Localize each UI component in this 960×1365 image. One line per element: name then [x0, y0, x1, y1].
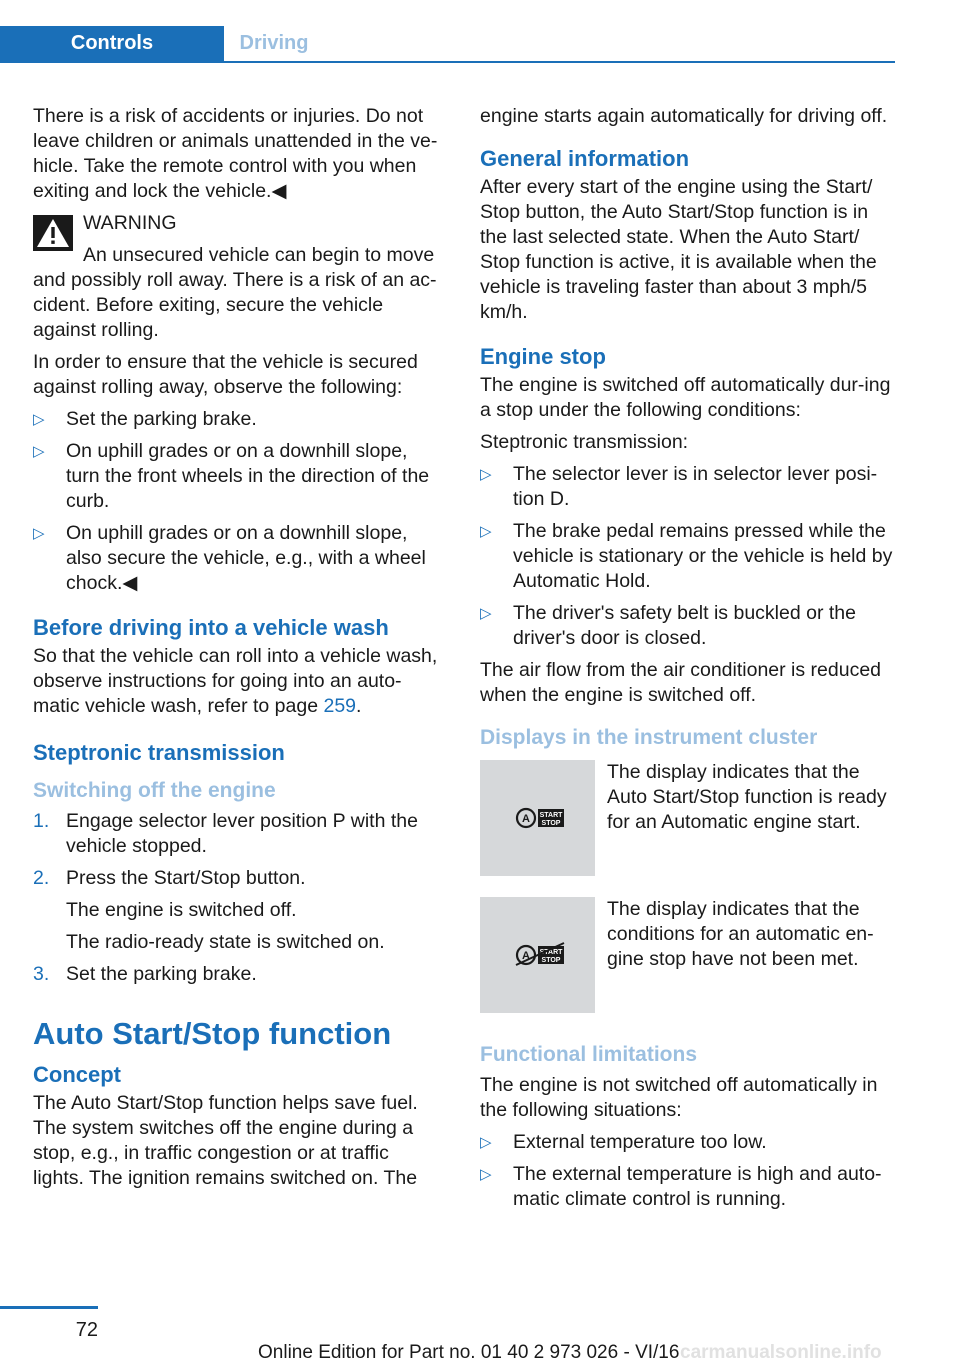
warning-text: An unsecured vehicle can begin to move and possibly roll away. There is a risk of an ac-cident. Before exiting, secure the vehicle against rolling. [33, 244, 437, 341]
display-row-ready [480, 760, 895, 876]
auto-start-stop-heading: Auto Start/Stop function [33, 1016, 392, 1051]
triangle-bullet-icon: ▷ [480, 523, 492, 540]
triangle-bullet-icon: ▷ [33, 525, 45, 542]
secure-list [33, 407, 445, 596]
svg-text:START: START [539, 949, 563, 956]
list-item: ▷ External temperature too low. [480, 1131, 767, 1153]
page-number: 72 [75, 1319, 98, 1341]
limitations-list [480, 1130, 895, 1212]
auto-start-stop-unavailable-icon [480, 897, 595, 1013]
edition-text: Online Edition for Part no. 01 40 2 973 026 - VI/16 [258, 1342, 680, 1363]
list-item: ▷ The brake pedal remains pressed while the vehicle is stationary or the vehicle is held by Automatic Hold. [480, 520, 893, 592]
stop-conditions-list [480, 462, 895, 651]
triangle-bullet-icon: ▷ [480, 466, 492, 483]
list-item: 3. Set the parking brake. [33, 963, 257, 985]
page-link[interactable]: 259 [323, 695, 357, 717]
engine-stop-heading: Engine stop [480, 344, 606, 369]
list-item: ▷ On uphill grades or on a downhill slope, turn the front wheels in the direction of the curb. [33, 440, 430, 512]
display-ready-text: The display indicates that the Auto Start/Stop function is ready for an Automatic engine start. [607, 761, 887, 833]
switch-off-steps [33, 809, 445, 987]
auto-start-stop-ready-icon [480, 760, 595, 876]
triangle-bullet-icon: ▷ [33, 411, 45, 428]
ensure-paragraph: In order to ensure that the vehicle is secured against rolling away, observe the following: [33, 351, 418, 398]
tab-controls[interactable]: Controls [0, 26, 224, 61]
triangle-bullet-icon: ▷ [480, 605, 492, 622]
list-item: ▷ The driver's safety belt is buckled or the driver's door is closed. [480, 602, 856, 649]
engine-stop-paragraph: The engine is switched off automatically dur-ing a stop under the following conditions: [480, 374, 891, 421]
steptronic-heading: Steptronic transmission [33, 740, 285, 765]
general-info-heading: General information [480, 146, 690, 171]
left-column [33, 104, 445, 1198]
svg-text:A: A [522, 813, 530, 825]
displays-heading: Displays in the instrument cluster [480, 726, 818, 749]
display-not-met-text: The display indicates that the conditions for an automatic en-gine stop have not been met. [607, 898, 874, 970]
limitations-paragraph: The engine is not switched off automatically in the following situations: [480, 1074, 878, 1121]
triangle-bullet-icon: ▷ [33, 443, 45, 460]
chapter-tabbar [0, 26, 895, 63]
airflow-paragraph: The air flow from the air conditioner is reduced when the engine is switched off. [480, 659, 882, 706]
svg-text:STOP: STOP [541, 820, 561, 827]
warning-block [33, 211, 445, 343]
warning-triangle-icon [33, 215, 73, 251]
list-item: ▷ Set the parking brake. [33, 408, 257, 430]
continued-paragraph: engine starts again automatically for driving off. [480, 105, 888, 127]
triangle-bullet-icon: ▷ [480, 1166, 492, 1183]
vehicle-wash-heading: Before driving into a vehicle wash [33, 615, 389, 640]
steptronic-label: Steptronic transmission: [480, 431, 689, 453]
triangle-bullet-icon: ▷ [480, 1134, 492, 1151]
concept-heading: Concept [33, 1062, 121, 1087]
svg-text:A: A [522, 950, 530, 962]
list-item: 1. Engage selector lever position P with the vehicle stopped. [33, 810, 418, 857]
list-item: 2. Press the Start/Stop button. The engine is switched off. The radio-ready state is switched on. [33, 867, 385, 953]
footer-rule [0, 1306, 98, 1309]
list-item: ▷ The selector lever is in selector lever posi-tion D. [480, 463, 878, 510]
switching-off-heading: Switching off the engine [33, 779, 276, 802]
functional-limitations-heading: Functional limitations [480, 1043, 698, 1066]
svg-text:START: START [539, 812, 563, 819]
auto-start-stop-indicator-image [480, 760, 595, 876]
intro-paragraph: There is a risk of accidents or injuries. Do not leave children or animals unattended in the ve-hicle. Take the remote control with you when exiting and lock the vehicle.◀ [33, 105, 438, 202]
warning-title: WARNING [83, 212, 177, 234]
list-item: ▷ On uphill grades or on a downhill slope, also secure the vehicle, e.g., with a wheel chock.◀ [33, 522, 426, 594]
svg-text:STOP: STOP [541, 957, 561, 964]
display-row-not-met [480, 897, 895, 1013]
tab-driving[interactable]: Driving [239, 32, 309, 54]
auto-start-stop-indicator-image [480, 897, 595, 1013]
list-item: ▷ The external temperature is high and auto-matic climate control is running. [480, 1163, 882, 1210]
concept-paragraph: The Auto Start/Stop function helps save fuel. The system switches off the engine during a stop, e.g., in traffic congestion or at traffic lights. The ignition remains switched on. The [33, 1092, 418, 1189]
watermark: carmanualsonline.info [680, 1342, 882, 1363]
general-info-paragraph: After every start of the engine using the Start/ Stop button, the Auto Start/Stop function is in the last selected state. When the Auto Start/ Stop function is active, it is available when the vehicle is traveling faster than about 3 mph/5 km/h. [480, 176, 877, 323]
vehicle-wash-paragraph: So that the vehicle can roll into a vehicle wash, observe instructions for going into an auto-matic vehicle wash, refer to page 259. [33, 645, 438, 717]
right-column [480, 104, 895, 1219]
